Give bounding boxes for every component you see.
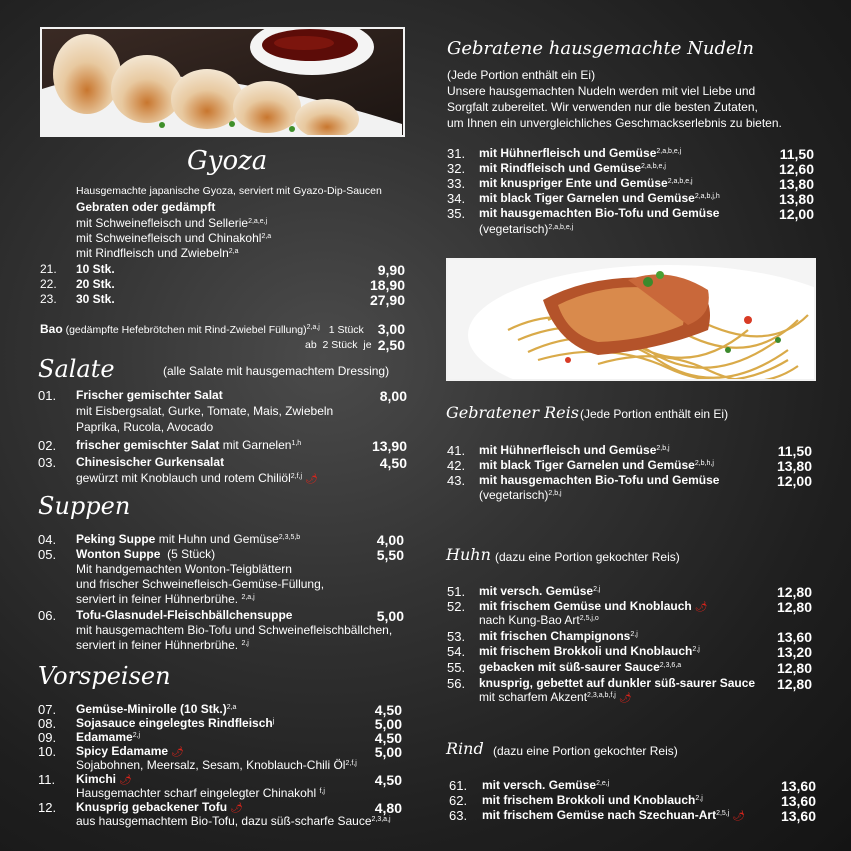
item-desc: gewürzt mit Knoblauch und rotem Chiliöl$^{2,f,j}$ 🌶 (76, 471, 318, 485)
item-line: Spicy Edamame 🌶 (76, 744, 184, 758)
nudeln-intro: Unsere hausgemachten Nudeln werden mit viel Liebe und (447, 84, 756, 98)
item-number: 42. (447, 458, 466, 473)
item-price: 4,50 (374, 730, 402, 746)
item-price: 4,50 (379, 455, 407, 471)
item-price: 4,50 (374, 772, 402, 788)
item-price: 12,80 (776, 584, 812, 600)
item-number: 03. (38, 455, 57, 470)
item-price: 13,80 (778, 191, 814, 207)
item-line: mit frischem Brokkoli und Knoblauch$^{2,j}$ (479, 644, 700, 658)
item-desc: mit scharfem Akzent$^{2,3,a,b,f,j}$ 🌶 (479, 690, 632, 704)
chili-icon: 🌶 (732, 811, 746, 822)
item-price: 12,00 (776, 473, 812, 489)
reis-heading: Gebratener Reis (446, 403, 579, 422)
rind-heading: Rind (446, 739, 484, 758)
item-number: 53. (447, 629, 466, 644)
item-desc: Mit handgemachten Wonton-Teigblättern (76, 562, 292, 576)
noodles-photo (446, 258, 816, 381)
chili-icon: 🌶 (694, 602, 708, 613)
item-price: 12,00 (778, 206, 814, 222)
item-desc: mit Eisbergsalat, Gurke, Tomate, Mais, Zwiebeln (76, 404, 334, 418)
item-price: 5,50 (376, 547, 404, 563)
bao-desc: (gedämpfte Hefebrötchen mit Rind-Zwiebel Füllung) (65, 324, 307, 336)
item-price: 11,50 (779, 146, 814, 162)
item-number: 52. (447, 599, 466, 614)
item-price: 8,00 (379, 388, 407, 404)
item-price: 5,00 (374, 716, 402, 732)
item-price: 12,80 (776, 599, 812, 615)
item-number: 21. (40, 262, 57, 276)
item-number: 51. (447, 584, 466, 599)
item-number: 63. (449, 808, 468, 823)
item-name: 20 Stk. (76, 277, 115, 291)
item-line: mit frischem Brokkoli und Knoblauch$^{2,j}$ (482, 793, 703, 807)
item-desc: Hausgemachter scharf eingelegter Chinakohl $^{f,j}$ (76, 786, 325, 800)
chili-icon: 🌶 (230, 803, 243, 814)
item-desc: aus hausgemachtem Bio-Tofu, dazu süß-scharfe Sauce$^{2,3,a,j}$ (76, 814, 391, 828)
item-price: 18,90 (369, 277, 405, 293)
item-price: 4,80 (374, 800, 402, 816)
salate-note: (alle Salate mit hausgemachtem Dressing) (163, 364, 390, 378)
bao-name: Bao (40, 322, 63, 336)
item-line: Sojasauce eingelegtes Rindfleisch$^j$ (76, 716, 275, 730)
item-line: Knusprig gebackener Tofu 🌶 (76, 800, 243, 814)
huhn-note: (dazu eine Portion gekochter Reis) (495, 550, 680, 564)
gyoza-intro: Hausgemachte japanische Gyoza, serviert mit Gyazo-Dip-Saucen (76, 185, 382, 197)
item-number: 33. (447, 176, 466, 191)
item-number: 41. (447, 443, 466, 458)
item-line: mit frischen Champignons$^{2,j}$ (479, 629, 638, 643)
chili-icon: 🌶 (618, 693, 632, 704)
item-desc: serviert in feiner Hühnerbrühe. $^{2,a,j}$ (76, 592, 255, 606)
item-price: 12,80 (776, 676, 812, 692)
item-name: Chinesischer Gurkensalat (76, 455, 225, 469)
bao-qty2: ab 2 Stück je (305, 339, 372, 351)
item-number: 35. (447, 206, 466, 221)
gyoza-line: mit Schweinefleisch und Sellerie$^{2,a,e,j}$ (76, 216, 268, 230)
bao-row: Bao (gedämpfte Hefebrötchen mit Rind-Zwiebel Füllung)$^{2,a,j}$ 1 Stück (40, 322, 364, 336)
nudeln-intro: Sorgfalt zubereitet. Wir verwenden nur die besten Zutaten, (447, 100, 758, 114)
noodles-image (448, 260, 814, 379)
item-number: 07. (38, 702, 57, 717)
item-price: 13,60 (776, 629, 812, 645)
item-number: 02. (38, 438, 57, 453)
item-price: 12,60 (778, 161, 814, 177)
item-number: 10. (38, 744, 57, 759)
item-number: 08. (38, 716, 57, 731)
item-price: 11,50 (777, 443, 812, 459)
item-number: 32. (447, 161, 466, 176)
item-price: 13,60 (780, 808, 816, 824)
item-line: gebacken mit süß-saurer Sauce$^{2,3,6,a}$ (479, 660, 682, 674)
nudeln-heading: Gebratene hausgemachte Nudeln (447, 38, 755, 59)
item-name: Frischer gemischter Salat (76, 388, 223, 402)
item-line: Wonton Suppe (5 Stück) (76, 547, 216, 561)
item-line: mit versch. Gemüse$^{2,e,j}$ (482, 778, 610, 792)
item-number: 05. (38, 547, 57, 562)
item-line: Peking Suppe mit Huhn und Gemüse$^{2,3,5,b}$ (76, 532, 301, 546)
item-line: mit Hühnerfleisch und Gemüse$^{2,b,j}$ (479, 443, 670, 457)
item-number: 06. (38, 608, 57, 623)
nudeln-intro: um Ihnen ein unvergleichliches Geschmackserlebnis zu bieten. (447, 116, 782, 130)
item-name: Tofu-Glasnudel-Fleischbällchensuppe (76, 608, 293, 622)
item-line: mit knuspriger Ente und Gemüse$^{2,a,b,e,j}$ (479, 176, 693, 190)
item-desc: (vegetarisch)$^{2,b,j}$ (479, 488, 562, 502)
item-line: Kimchi 🌶 (76, 772, 132, 786)
item-price: 4,00 (376, 532, 404, 548)
item-number: 61. (449, 778, 468, 793)
item-number: 11. (38, 772, 56, 787)
item-number: 12. (38, 800, 57, 815)
item-line: Gemüse-Minirolle (10 Stk.)$^{2,a}$ (76, 702, 237, 716)
item-price: 13,20 (776, 644, 812, 660)
item-desc: nach Kung-Bao Art$^{2,5,j,o}$ (479, 613, 599, 627)
gyoza-line: mit Schweinefleisch und Chinakohl$^{2,a}$ (76, 231, 272, 245)
item-price: 13,60 (780, 778, 816, 794)
chili-icon: 🌶 (119, 775, 132, 786)
item-number: 43. (447, 473, 466, 488)
item-price: 13,80 (778, 176, 814, 192)
item-line: mit versch. Gemüse$^{2,j}$ (479, 584, 601, 598)
item-price: 9,90 (377, 262, 405, 278)
item-desc: Sojabohnen, Meersalz, Sesam, Knoblauch-Chili Öl$^{2,f,j}$ (76, 758, 357, 772)
gyoza-heading: Gyoza (187, 146, 268, 176)
item-number: 31. (447, 146, 466, 161)
item-price: 5,00 (374, 744, 402, 760)
item-number: 01. (38, 388, 57, 403)
item-number: 23. (40, 292, 57, 306)
vorspeisen-heading: Vorspeisen (38, 662, 171, 690)
nudeln-intro: (Jede Portion enthält ein Ei) (447, 68, 596, 82)
item-name: 10 Stk. (76, 262, 115, 276)
item-line: frischer gemischter Salat mit Garnelen$^{1,h}$ (76, 438, 302, 452)
item-price: 13,90 (371, 438, 407, 454)
item-line: mit frischem Gemüse nach Szechuan-Art$^{2,5,j}$ 🌶 (482, 808, 746, 822)
item-price: 5,00 (376, 608, 404, 624)
huhn-heading: Huhn (446, 545, 491, 564)
gyoza-line: mit Rindfleisch und Zwiebeln$^{2,a}$ (76, 246, 239, 260)
chili-icon: 🌶 (171, 747, 184, 758)
item-number: 55. (447, 660, 466, 675)
salate-heading: Salate (38, 355, 115, 383)
item-price: 27,90 (369, 292, 405, 308)
item-number: 62. (449, 793, 468, 808)
item-number: 54. (447, 644, 466, 659)
item-desc: mit hausgemachtem Bio-Tofu und Schweinefleischbällchen, (76, 623, 393, 637)
gyoza-image (42, 29, 403, 135)
item-line: mit black Tiger Garnelen und Gemüse$^{2,a,b,j,h}$ (479, 191, 720, 205)
item-line: mit Rindfleisch und Gemüse$^{2,a,b,e,j}$ (479, 161, 666, 175)
item-price: 12,80 (776, 660, 812, 676)
item-number: 04. (38, 532, 57, 547)
item-number: 56. (447, 676, 466, 691)
item-price: 13,80 (776, 458, 812, 474)
item-line: Edamame$^{2,j}$ (76, 730, 141, 744)
reis-note: (Jede Portion enthält ein Ei) (580, 407, 729, 421)
item-desc: Paprika, Rucola, Avocado (76, 420, 214, 434)
item-desc: (vegetarisch)$^{2,a,b,e,j}$ (479, 222, 574, 236)
item-number: 34. (447, 191, 466, 206)
item-line: mit black Tiger Garnelen und Gemüse$^{2,b,h,j}$ (479, 458, 714, 472)
item-number: 09. (38, 730, 57, 745)
gyoza-photo (40, 27, 405, 137)
suppen-heading: Suppen (38, 492, 131, 520)
rind-note: (dazu eine Portion gekochter Reis) (493, 744, 678, 758)
item-name: knusprig, gebettet auf dunkler süß-saurer Sauce (479, 676, 756, 690)
bao-price2: 2,50 (377, 337, 405, 353)
item-desc: und frischer Schweinefleisch-Gemüse-Füllung, (76, 577, 325, 591)
item-line: mit frischem Gemüse und Knoblauch 🌶 (479, 599, 708, 613)
item-price: 13,60 (780, 793, 816, 809)
item-price: 4,50 (374, 702, 402, 718)
chili-icon: 🌶 (305, 474, 318, 485)
bao-qty1: 1 Stück (328, 324, 364, 336)
bao-price1: 3,00 (377, 321, 405, 337)
item-name: mit hausgemachten Bio-Tofu und Gemüse (479, 206, 720, 220)
item-line: mit Hühnerfleisch und Gemüse$^{2,a,b,e,j}$ (479, 146, 682, 160)
item-name: mit hausgemachten Bio-Tofu und Gemüse (479, 473, 720, 487)
item-desc: serviert in feiner Hühnerbrühe. $^{2,j}$ (76, 638, 249, 652)
item-number: 22. (40, 277, 57, 291)
gyoza-subhead: Gebraten oder gedämpft (76, 200, 216, 214)
item-name: 30 Stk. (76, 292, 115, 306)
